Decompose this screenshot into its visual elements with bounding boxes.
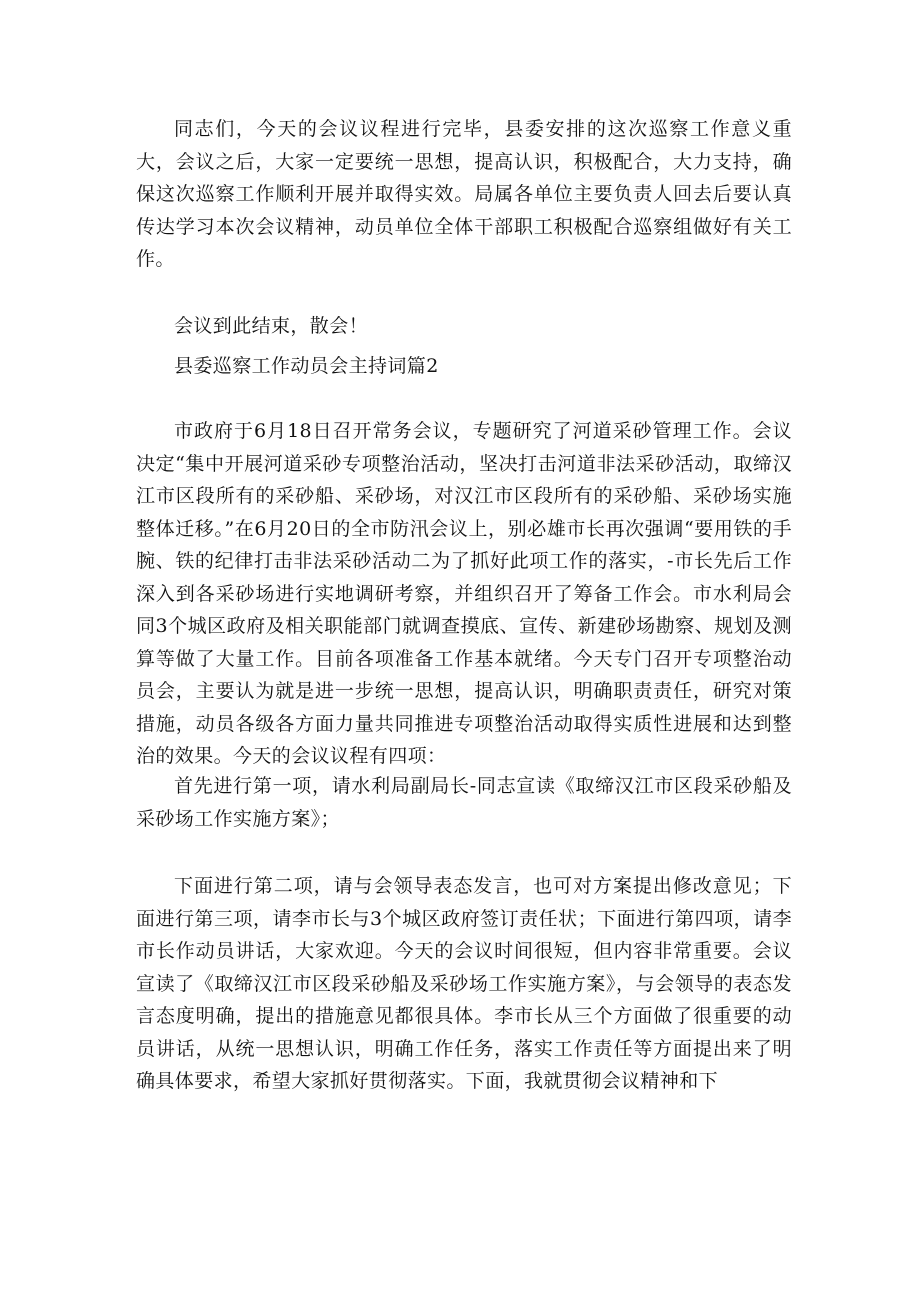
section-heading: 县委巡察工作动员会主持词篇2 (174, 355, 439, 377)
paragraph-meeting-adjourned: 会议到此结束，散会！ (174, 315, 369, 337)
paragraph-background: 市政府于6月18日召开常务会议，专题研究了河道采砂管理工作。会议决定“集中开展河道采砂专项整治活动，坚决打击河道非法采砂活动，取缔汉江市区段所有的采砂船、采砂场，对汉江市区段所有的采砂船、采砂场实施整体迁移。”在6月20日的全市防汛会议上，别必雄市长再次强调“要用铁的手腕、铁的纪律打击非法采砂活动二为了抓好此项工作的落实，-市长先后工作深入到各采砂场进行实地调研考察，并组织召开了筹备工作会。市水利局会同3个城区政府及相关职能部门就调查摸底、宣传、新建砂场勘察、规划及测算等做了大量工作。目前各项准备工作基本就绪。今天专门召开专项整治动员会，主要认为就是进一步统一思想，提高认识，明确职责责任，研究对策措施，动员各级各方面力量共同推进专项整治活动取得实质性进展和达到整治的效果。今天的会议议程有四项： (136, 420, 792, 767)
paragraph-agenda-item-one: 首先进行第一项，请水利局副局长-同志宣读《取缔汉江市区段采砂船及采砂场工作实施方案》； (136, 775, 792, 830)
paragraph-closing-remarks: 同志们，今天的会议议程进行完毕，县委安排的这次巡察工作意义重大，会议之后，大家一定要统一思想，提高认识，积极配合，大力支持，确保这次巡察工作顺利开展并取得实效。局属各单位主要负责人回去后要认真传达学习本次会议精神，动员单位全体干部职工积极配合巡察组做好有关工作。 (136, 118, 792, 270)
paragraph-agenda-items-summary: 下面进行第二项，请与会领导表态发言，也可对方案提出修改意见；下面进行第三项，请李市长与3个城区政府签订责任状；下面进行第四项，请李市长作动员讲话，大家欢迎。今天的会议时间很短，但内容非常重要。会议宣读了《取缔汉江市区段采砂船及采砂场工作实施方案》，与会领导的表态发言态度明确，提出的措施意见都很具体。李市长从三个方面做了很重要的动员讲话，从统一思想认识，明确工作任务，落实工作责任等方面提出来了明确具体要求，希望大家抓好贯彻落实。下面，我就贯彻会议精神和下 (136, 875, 792, 1092)
